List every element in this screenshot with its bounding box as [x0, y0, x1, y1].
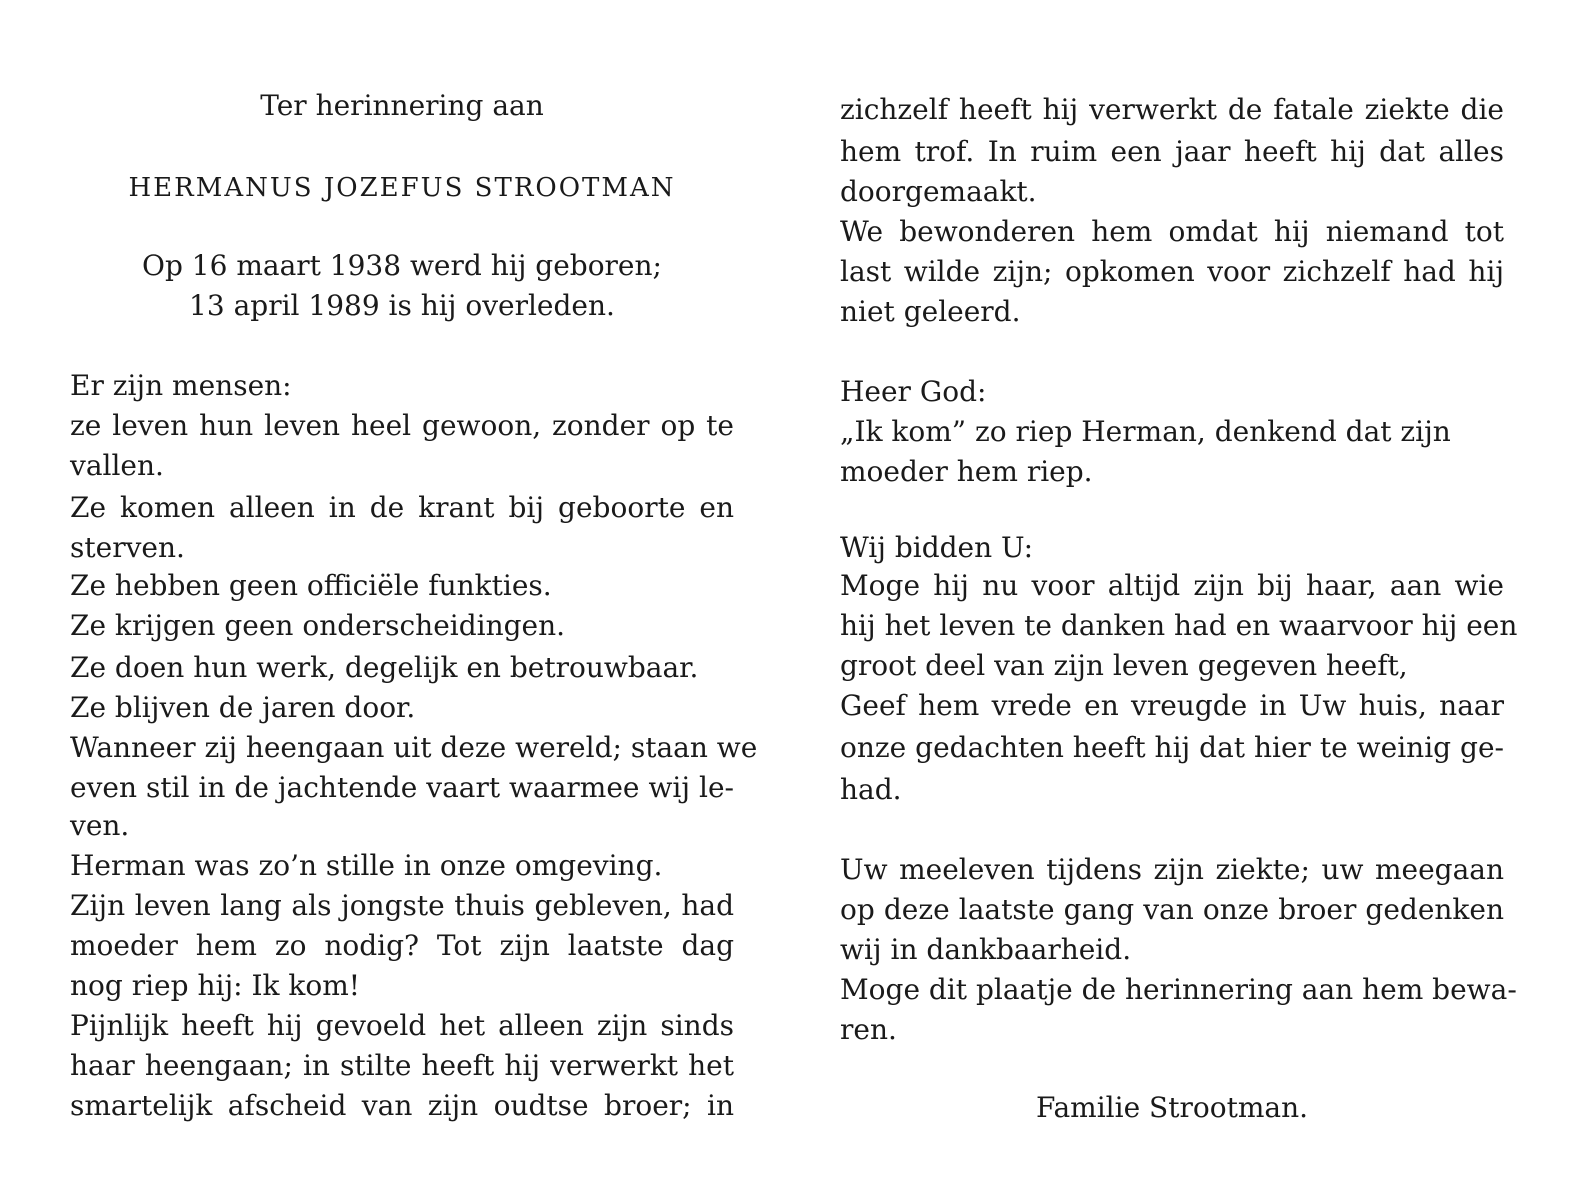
text-line: even stil in de jachtende vaart waarmee wij le- [70, 771, 734, 804]
deceased-name: HERMANUS JOZEFUS STROOTMAN [128, 173, 676, 203]
death-line: 13 april 1989 is hij overleden. [189, 289, 615, 322]
text-line: zichzelf heeft hij verwerkt de fatale ziekte die [840, 93, 1504, 126]
text-line: ven. [70, 809, 130, 842]
text-line: Ze hebben geen officiële funkties. [70, 569, 552, 602]
text-line: ren. [840, 1013, 897, 1046]
memorial-heading: Ter herinnering aan [260, 89, 544, 122]
family-signature: Familie Strootman. [1035, 1091, 1309, 1124]
text-line: nog riep hij: Ik kom! [70, 969, 361, 1002]
text-line: Geef hem vrede en vreugde in Uw huis, naar [840, 689, 1504, 722]
text-line: Zijn leven lang als jongste thuis gebleven, had [70, 889, 734, 922]
text-line: smartelijk afscheid van zijn oudtse broer; in [70, 1089, 734, 1122]
text-line: ze leven hun leven heel gewoon, zonder op te [70, 409, 734, 442]
text-line: Moge hij nu voor altijd zijn bij haar, aan wie [840, 569, 1504, 602]
text-line: last wilde zijn; opkomen voor zichzelf had hij [840, 255, 1504, 288]
text-line: Uw meeleven tijdens zijn ziekte; uw meegaan [840, 853, 1504, 886]
text-line: Heer God: [840, 375, 987, 408]
text-line: op deze laatste gang van onze broer gedenken [840, 893, 1504, 926]
text-line: hem trof. In ruim een jaar heeft hij dat alles [840, 135, 1504, 168]
text-line: hij het leven te danken had en waarvoor hij een [840, 609, 1518, 642]
text-line: Ze krijgen geen onderscheidingen. [70, 609, 566, 642]
text-line: doorgemaakt. [840, 175, 1037, 208]
text-line: Herman was zo’n stille in onze omgeving. [70, 849, 663, 882]
text-line: Ze blijven de jaren door. [70, 691, 416, 724]
text-line: Wanneer zij heengaan uit deze wereld; staan we [70, 731, 758, 764]
text-line: Pijnlijk heeft hij gevoeld het alleen zijn sinds [70, 1009, 734, 1042]
text-line: moeder hem zo nodig? Tot zijn laatste dag [70, 929, 734, 962]
text-line: onze gedachten heeft hij dat hier te weinig ge- [840, 731, 1504, 764]
text-line: vallen. [70, 449, 164, 482]
text-line: Ze doen hun werk, degelijk en betrouwbaar. [70, 651, 699, 684]
text-line: groot deel van zijn leven gegeven heeft, [840, 649, 1408, 682]
text-line: We bewonderen hem omdat hij niemand tot [840, 215, 1504, 248]
text-line: niet geleerd. [840, 295, 1021, 328]
text-line: Ze komen alleen in de krant bij geboorte en [70, 491, 734, 524]
text-line: Moge dit plaatje de herinnering aan hem bewa- [840, 973, 1517, 1006]
birth-line: Op 16 maart 1938 werd hij geboren; [142, 249, 662, 282]
text-line: Wij bidden U: [840, 531, 1034, 564]
text-line: „Ik kom” zo riep Herman, denkend dat zijn [840, 415, 1451, 448]
text-line: sterven. [70, 531, 185, 564]
text-line: wij in dankbaarheid. [840, 933, 1132, 966]
text-line: haar heengaan; in stilte heeft hij verwerkt het [70, 1049, 734, 1082]
text-line: had. [840, 773, 902, 806]
text-line: moeder hem riep. [840, 455, 1093, 488]
text-line: Er zijn mensen: [70, 369, 292, 402]
